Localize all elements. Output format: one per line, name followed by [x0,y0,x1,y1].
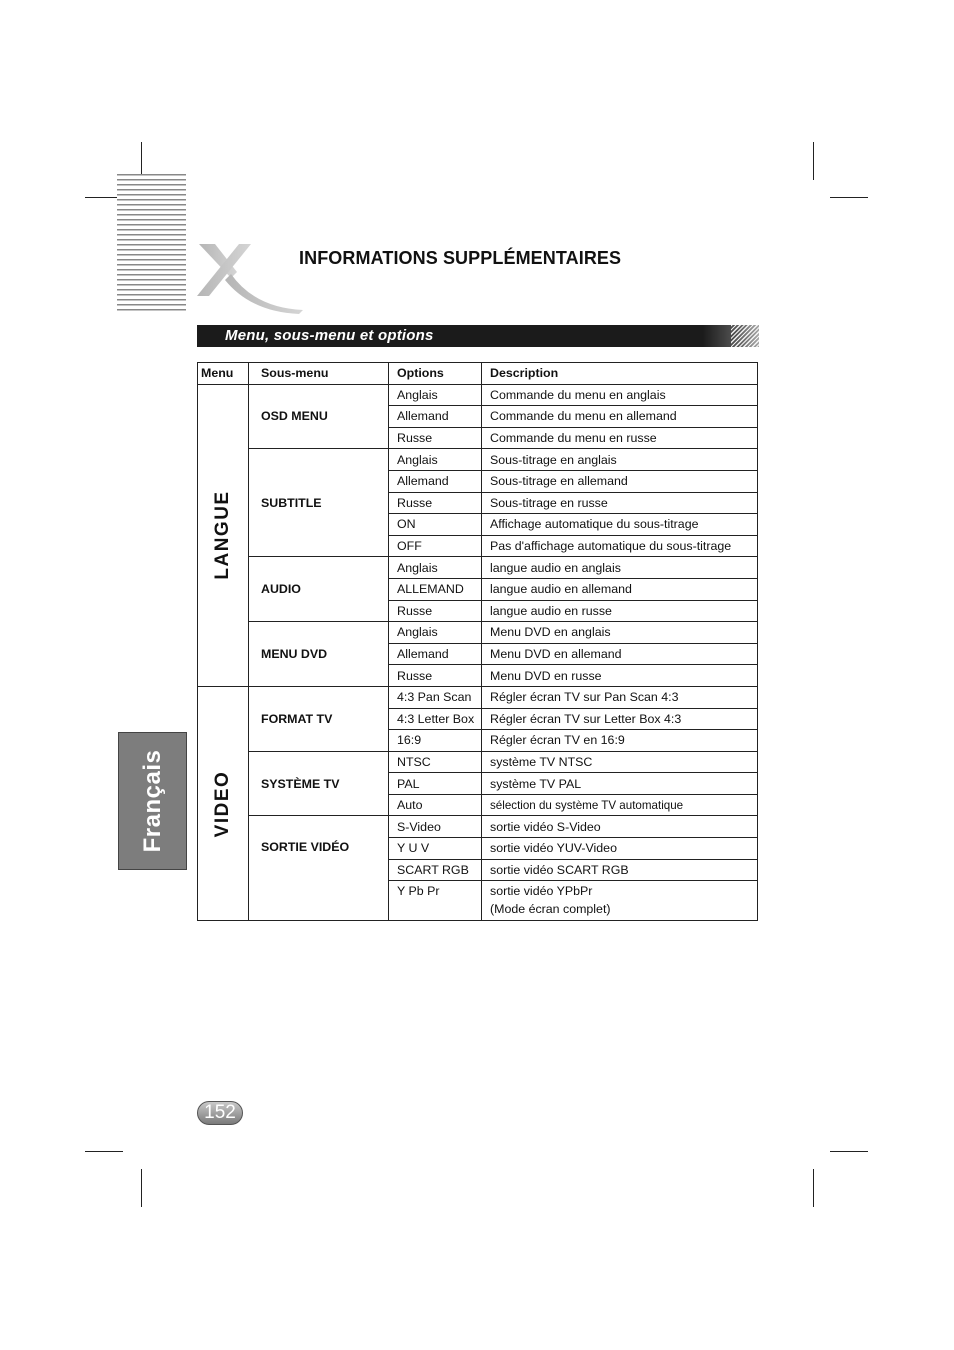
option-cell: Anglais [389,622,482,644]
submenu-menu-dvd: MENU DVD [249,622,389,687]
description-cell: sortie vidéo YUV-Video [482,838,758,860]
description-cell: système TV PAL [482,773,758,795]
option-cell: Russe [389,600,482,622]
page-number: 152 [197,1101,243,1125]
description-cell: langue audio en allemand [482,578,758,600]
option-cell: 4:3 Letter Box [389,708,482,730]
option-cell: NTSC [389,751,482,773]
menu-table [197,362,758,921]
description-line: sortie vidéo YPbPr [490,884,593,899]
submenu-format-tv: FORMAT TV [249,686,389,751]
option-cell: Allemand [389,643,482,665]
option-cell: Russe [389,492,482,514]
description-cell: Commande du menu en russe [482,427,758,449]
option-cell: Anglais [389,384,482,406]
crop-mark [141,1169,142,1207]
submenu-systeme-tv: SYSTÈME TV [249,751,389,816]
language-tab-label: Français [138,749,166,853]
crop-mark [830,197,868,198]
description-cell: sortie vidéo S-Video [482,816,758,838]
description-cell: Commande du menu en allemand [482,406,758,428]
section-banner [197,325,759,347]
crop-mark [830,1151,868,1152]
description-cell [482,881,758,921]
description-cell: Sous-titrage en allemand [482,470,758,492]
option-cell: Y Pb Pr [389,881,482,921]
submenu-subtitle: SUBTITLE [249,449,389,557]
description-cell: Sous-titrage en russe [482,492,758,514]
description-cell: Régler écran TV en 16:9 [482,730,758,752]
table-row [198,449,758,471]
description-cell: langue audio en anglais [482,557,758,579]
description-cell: sélection du système TV automatique [482,794,758,816]
option-cell: Allemand [389,470,482,492]
option-cell: Anglais [389,557,482,579]
option-cell: Russe [389,427,482,449]
page-title: INFORMATIONS SUPPLÉMENTAIRES [299,248,622,268]
crop-mark [813,142,814,180]
table-header-row [198,363,758,385]
description-cell: Pas d'affichage automatique du sous-titrage [482,535,758,557]
table-row [198,622,758,644]
option-cell: Allemand [389,406,482,428]
decorative-stripes [117,174,186,313]
description-cell: Menu DVD en allemand [482,643,758,665]
submenu-audio: AUDIO [249,557,389,622]
description-line: (Mode écran complet) [490,901,611,916]
description-cell: Menu DVD en anglais [482,622,758,644]
table-row [198,557,758,579]
header-description: Description [482,363,758,385]
option-cell: PAL [389,773,482,795]
option-cell: SCART RGB [389,859,482,881]
x-logo-icon [195,238,305,314]
description-cell: système TV NTSC [482,751,758,773]
submenu-osd-menu: OSD MENU [249,384,389,449]
banner-hatch [731,325,759,347]
option-cell: S-Video [389,816,482,838]
crop-mark [85,1151,123,1152]
table-row [198,384,758,406]
header-submenu: Sous-menu [249,363,389,385]
description-cell: sortie vidéo SCART RGB [482,859,758,881]
option-cell: Y U V [389,838,482,860]
description-cell: Commande du menu en anglais [482,384,758,406]
menu-group-langue [198,384,249,686]
option-cell: Anglais [389,449,482,471]
header-menu: Menu [198,363,249,385]
description-cell: langue audio en russe [482,600,758,622]
option-cell: Russe [389,665,482,687]
header-options: Options [389,363,482,385]
submenu-sortie-video: SORTIE VIDÉO [249,816,389,921]
table-row [198,816,758,838]
menu-group-label: VIDEO [212,770,233,837]
option-cell: ON [389,514,482,536]
crop-mark [813,1169,814,1207]
menu-group-video [198,686,249,920]
description-cell: Affichage automatique du sous-titrage [482,514,758,536]
description-cell: Régler écran TV sur Pan Scan 4:3 [482,686,758,708]
option-cell: 16:9 [389,730,482,752]
section-title: Menu, sous-menu et options [225,327,434,344]
description-cell: Sous-titrage en anglais [482,449,758,471]
option-cell: Auto [389,794,482,816]
description-cell: Menu DVD en russe [482,665,758,687]
table-row [198,686,758,708]
table-row [198,751,758,773]
option-cell: ALLEMAND [389,578,482,600]
description-cell: Régler écran TV sur Letter Box 4:3 [482,708,758,730]
option-cell: 4:3 Pan Scan [389,686,482,708]
option-cell: OFF [389,535,482,557]
menu-group-label: LANGUE [212,490,233,580]
language-tab [118,732,187,870]
